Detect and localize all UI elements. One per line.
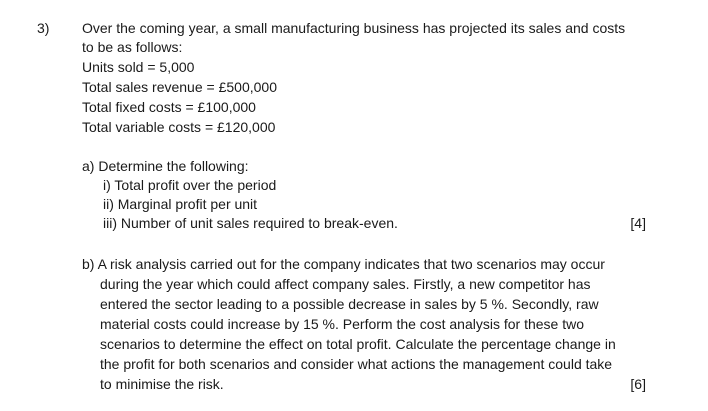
question-intro-line-2: to be as follows: — [82, 39, 183, 55]
part-a-heading: a) Determine the following: — [82, 158, 249, 174]
figure-variable-costs: Total variable costs = £120,000 — [82, 119, 276, 135]
part-a-marks: [4] — [630, 215, 646, 231]
part-b-line-5: scenarios to determine the effect on total profit. Calculate the percentage change in — [100, 336, 616, 352]
part-a-item-3: iii) Number of unit sales required to break-even. — [103, 215, 398, 231]
part-b-line-1: b) A risk analysis carried out for the company indicates that two scenarios may occur — [82, 256, 605, 272]
part-b-marks: [6] — [630, 376, 646, 392]
part-b-line-7: to minimise the risk. — [100, 376, 224, 392]
part-b-line-6: the profit for both scenarios and consider what actions the management could take — [100, 356, 613, 372]
part-b-line-4: material costs could increase by 15 %. Perform the cost analysis for these two — [100, 316, 584, 332]
part-b-line-2: during the year which could affect company sales. Firstly, a new competitor has — [100, 276, 591, 292]
part-a-item-1: i) Total profit over the period — [103, 177, 277, 193]
question-number: 3) — [37, 20, 50, 36]
part-a-item-2: ii) Marginal profit per unit — [103, 196, 258, 212]
part-b-line-3: entered the sector leading to a possible decrease in sales by 5 %. Secondly, raw — [100, 296, 599, 312]
question-intro-line-1: Over the coming year, a small manufacturing business has projected its sales and costs — [82, 20, 626, 36]
figure-fixed-costs: Total fixed costs = £100,000 — [82, 99, 256, 115]
figure-sales-revenue: Total sales revenue = £500,000 — [82, 79, 277, 95]
figure-units-sold: Units sold = 5,000 — [82, 59, 195, 75]
